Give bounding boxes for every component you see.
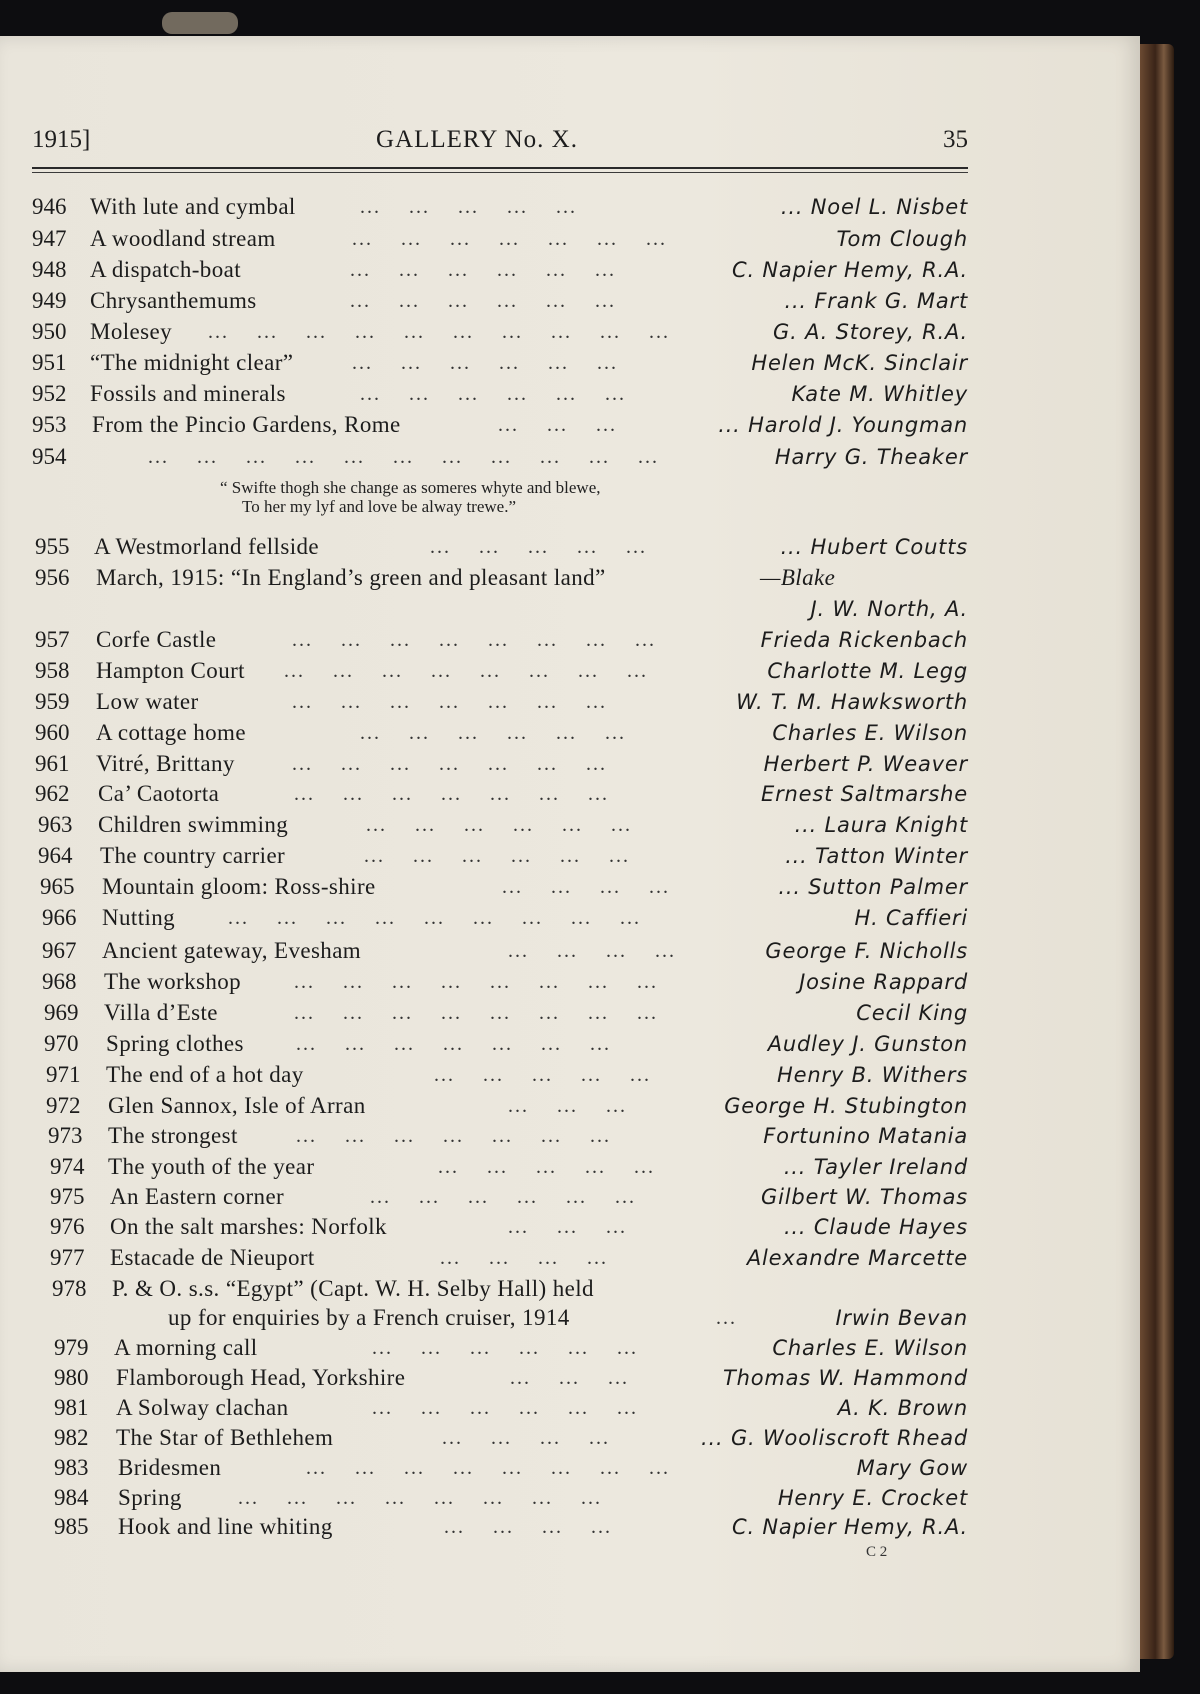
- entry-artist: ... Sutton Palmer: [778, 875, 968, 899]
- entry-artist: ... Harold J. Youngman: [718, 413, 968, 437]
- leader-dots: ... ... ... ... ... ...: [364, 845, 630, 867]
- entry-title: Bridesmen: [118, 1455, 222, 1480]
- entry-artist: Henry E. Crocket: [777, 1486, 968, 1510]
- entry-title: Low water: [96, 689, 199, 714]
- entry-title: The end of a hot day: [106, 1062, 304, 1087]
- entry-artist: W. T. M. Hawksworth: [736, 690, 968, 714]
- catalogue-entry: [32, 1243, 968, 1273]
- entry-artist: Charlotte M. Legg: [767, 659, 968, 683]
- entry-title: Spring: [118, 1485, 182, 1510]
- entry-number: 967: [42, 938, 77, 963]
- entry-title: Chrysanthemums: [90, 288, 257, 313]
- entry-number: 979: [54, 1335, 89, 1360]
- catalogue-entry: [32, 224, 968, 254]
- catalogue-entry: [32, 1274, 968, 1304]
- leader-dots: ... ... ...: [510, 1367, 629, 1389]
- leader-dots: ... ... ... ... ... ... ... ...: [294, 971, 658, 993]
- entry-artist: George H. Stubington: [724, 1094, 968, 1118]
- catalogue-entry: [32, 255, 968, 285]
- entry-title: With lute and cymbal: [90, 194, 296, 219]
- catalogue-entry: [32, 687, 968, 717]
- leader-dots: ... ... ... ... ... ... ... ... ... ...: [208, 321, 670, 343]
- catalogue-entry: [32, 1363, 968, 1393]
- catalogue-entry: [32, 1393, 968, 1423]
- entry-number: 983: [54, 1455, 89, 1480]
- entry-number: 973: [48, 1123, 83, 1148]
- leader-dots: ... ... ... ... ... ... ... ... ... ... ...: [148, 446, 659, 468]
- leader-dots: ... ... ... ... ... ... ... ...: [238, 1487, 602, 1509]
- entry-number: 957: [35, 627, 70, 652]
- entry-artist: Irwin Bevan: [835, 1306, 968, 1330]
- entry-title: Hook and line whiting: [118, 1514, 333, 1539]
- catalogue-entry: [32, 1152, 968, 1182]
- entry-artist: Ernest Saltmarshe: [761, 782, 968, 806]
- entry-number: 980: [54, 1365, 89, 1390]
- catalogue-entry: [32, 936, 968, 966]
- leader-dots: ... ... ... ... ... ...: [370, 1186, 636, 1208]
- entry-title: From the Pincio Gardens, Rome: [92, 412, 401, 437]
- entry-title: The Star of Bethlehem: [116, 1425, 334, 1450]
- entry-number: 953: [32, 412, 67, 437]
- book-spine: [1140, 44, 1174, 1659]
- entry-number: 975: [50, 1184, 85, 1209]
- entry-number: 978: [52, 1276, 87, 1301]
- catalogue-entry: [32, 1483, 968, 1513]
- entry-number: 951: [32, 350, 67, 375]
- entry-number: 952: [32, 381, 67, 406]
- entry-artist: George F. Nicholls: [765, 939, 968, 963]
- leader-dots: ... ... ... ... ... ...: [372, 1397, 638, 1419]
- signature-mark: C 2: [866, 1544, 888, 1560]
- leader-dots: ... ... ... ... ... ...: [372, 1337, 638, 1359]
- catalogue-entry: [32, 1182, 968, 1212]
- entry-artist: A. K. Brown: [837, 1396, 968, 1420]
- entry-number: 958: [35, 658, 70, 683]
- entry-number: 977: [50, 1245, 85, 1270]
- entry-title: Hampton Court: [96, 658, 245, 683]
- leader-dots: ... ... ... ...: [508, 940, 676, 962]
- leader-dots: ... ... ...: [508, 1216, 627, 1238]
- leader-dots: ... ... ... ... ...: [438, 1156, 655, 1178]
- catalogue-entry: [32, 1423, 968, 1453]
- entry-title: A Solway clachan: [116, 1395, 289, 1420]
- entry-artist: Cecil King: [856, 1001, 968, 1025]
- entry-artist: ... Tatton Winter: [785, 844, 968, 868]
- entry-artist: Tom Clough: [836, 227, 968, 251]
- leader-dots: ... ... ... ... ... ... ... ...: [306, 1457, 670, 1479]
- entry-title: On the salt marshes: Norfolk: [110, 1214, 387, 1239]
- catalogue-entry-continued: [32, 1303, 968, 1333]
- entry-artist: Kate M. Whitley: [791, 382, 968, 406]
- header-title: GALLERY No. X.: [376, 126, 578, 153]
- leader-dots: ... ... ... ... ... ... ...: [296, 1033, 611, 1055]
- leader-dots: ... ... ...: [508, 1095, 627, 1117]
- entry-number: 981: [54, 1395, 89, 1420]
- entry-title: Flamborough Head, Yorkshire: [116, 1365, 406, 1390]
- entry-number: 954: [32, 444, 67, 469]
- header-rule: [32, 167, 968, 169]
- entry-artist: C. Napier Hemy, R.A.: [732, 258, 968, 282]
- catalogue-entry: [32, 967, 968, 997]
- entry-artist: ... Noel L. Nisbet: [780, 195, 968, 219]
- catalogue-entry: [32, 379, 968, 409]
- catalogue-entry: [32, 532, 968, 562]
- entry-artist: Harry G. Theaker: [774, 445, 968, 469]
- leader-dots: ... ... ... ... ... ... ... ... ...: [228, 907, 641, 929]
- catalogue-entry: [32, 1512, 968, 1542]
- entry-artist: H. Caffieri: [854, 906, 968, 930]
- leader-dots: ... ... ... ... ... ...: [350, 259, 616, 281]
- entry-number: 961: [35, 751, 70, 776]
- leader-dots: ... ... ... ... ... ... ... ...: [284, 660, 648, 682]
- entry-number: 959: [35, 689, 70, 714]
- page-header: [32, 126, 968, 162]
- leader-dots: ... ... ... ... ...: [360, 196, 577, 218]
- entry-number: 984: [54, 1485, 89, 1510]
- entry-artist: Fortunino Matania: [763, 1124, 968, 1148]
- entry-number: 968: [42, 969, 77, 994]
- header-year: 1915]: [32, 126, 91, 153]
- entry-number: 982: [54, 1425, 89, 1450]
- entry-artist: ... Frank G. Mart: [784, 289, 968, 313]
- entry-number: 970: [44, 1031, 79, 1056]
- leader-dots: ... ... ... ... ... ...: [352, 352, 618, 374]
- entry-artist: ... G. Wooliscroft Rhead: [701, 1426, 968, 1450]
- catalogue-entry: [32, 903, 968, 933]
- catalogue-entry-artist-line: [32, 594, 968, 624]
- leader-dots: ... ... ... ... ... ...: [360, 383, 626, 405]
- entry-artist: Mary Gow: [856, 1456, 968, 1480]
- book-clasp: [162, 12, 238, 34]
- catalogue-entry: [32, 563, 968, 593]
- entry-title: Glen Sannox, Isle of Arran: [108, 1093, 366, 1118]
- entry-attribution: —Blake: [760, 565, 836, 590]
- leader-dots: ... ... ... ... ... ...: [350, 290, 616, 312]
- leader-dots: ... ... ... ...: [502, 876, 670, 898]
- leader-dots: ... ... ... ... ... ... ...: [352, 228, 667, 250]
- verse-line-2: To her my lyf and love be alway trewe.”: [242, 497, 517, 516]
- leader-dots: ... ... ... ... ... ... ...: [296, 1125, 611, 1147]
- catalogue-entry: [32, 442, 968, 472]
- entry-number: 966: [42, 905, 77, 930]
- entry-number: 972: [46, 1093, 81, 1118]
- entry-title: The strongest: [108, 1123, 238, 1148]
- catalogue-entry: [32, 1212, 968, 1242]
- entry-artist: G. A. Storey, R.A.: [773, 320, 968, 344]
- entry-title: P. & O. s.s. “Egypt” (Capt. W. H. Selby Hall) held: [112, 1276, 594, 1301]
- catalogue-entry: [32, 779, 968, 809]
- leader-dots: ... ... ... ... ...: [430, 536, 647, 558]
- catalogue-entry: [32, 841, 968, 871]
- entry-title: A Westmorland fellside: [94, 534, 319, 559]
- catalogue-entry: [32, 192, 968, 222]
- entry-title: A morning call: [114, 1335, 258, 1360]
- entry-number: 960: [35, 720, 70, 745]
- entry-title: Villa d’Este: [104, 1000, 218, 1025]
- catalogue-entry: [32, 1029, 968, 1059]
- entry-artist: Gilbert W. Thomas: [761, 1185, 968, 1209]
- entry-artist: Frieda Rickenbach: [760, 628, 968, 652]
- entry-number: 976: [50, 1214, 85, 1239]
- entry-artist: Henry B. Withers: [777, 1063, 968, 1087]
- entry-artist: Charles E. Wilson: [772, 1336, 968, 1360]
- entry-title: The workshop: [104, 969, 242, 994]
- entry-number: 971: [46, 1062, 81, 1087]
- catalogue-entry: [32, 410, 968, 440]
- entry-artist: C. Napier Hemy, R.A.: [732, 1515, 968, 1539]
- leader-dots: ... ... ... ... ... ... ...: [292, 691, 607, 713]
- entry-number: 965: [40, 874, 75, 899]
- entry-title: A cottage home: [96, 720, 246, 745]
- catalogue-entry: [32, 348, 968, 378]
- entry-artist: ... Claude Hayes: [783, 1215, 968, 1239]
- entry-number: 969: [44, 1000, 79, 1025]
- entry-title: An Eastern corner: [110, 1184, 285, 1209]
- entry-title: March, 1915: “In England’s green and pleasant land”: [96, 565, 606, 590]
- entry-title: Fossils and minerals: [90, 381, 286, 406]
- entry-number: 948: [32, 257, 67, 282]
- entry-artist: J. W. North, A.: [810, 597, 968, 621]
- catalogue-entry: [32, 998, 968, 1028]
- catalogue-entry: [32, 718, 968, 748]
- entry-artist: Charles E. Wilson: [772, 721, 968, 745]
- catalogue-entry: [32, 810, 968, 840]
- entry-artist: ... Tayler Ireland: [783, 1155, 968, 1179]
- leader-dots: ... ... ... ...: [444, 1516, 612, 1538]
- entry-artist: Herbert P. Weaver: [763, 752, 968, 776]
- entry-artist: ... Laura Knight: [794, 813, 968, 837]
- entry-title: Corfe Castle: [96, 627, 217, 652]
- entry-number: 946: [32, 194, 67, 219]
- entry-title: Molesey: [90, 319, 173, 344]
- catalogue-entry: [32, 1060, 968, 1090]
- entry-title: Nutting: [102, 905, 176, 930]
- catalogue-entry: [32, 1333, 968, 1363]
- entry-number: 985: [54, 1514, 89, 1539]
- catalogue-entry: [32, 872, 968, 902]
- entry-number: 962: [35, 781, 70, 806]
- entry-title: The youth of the year: [108, 1154, 315, 1179]
- entry-artist: Thomas W. Hammond: [723, 1366, 968, 1390]
- entry-number: 964: [38, 843, 73, 868]
- leader-dots: ... ... ... ... ...: [434, 1064, 651, 1086]
- entry-title: Mountain gloom: Ross-shire: [102, 874, 376, 899]
- catalogue-entry: [32, 656, 968, 686]
- leader-dots: ... ... ... ... ... ... ... ...: [294, 1002, 658, 1024]
- catalogue-entry: [32, 286, 968, 316]
- entry-artist: ... Hubert Coutts: [780, 535, 968, 559]
- entry-title: Vitré, Brittany: [96, 751, 235, 776]
- entry-number: 947: [32, 226, 67, 251]
- entry-number: 974: [50, 1154, 85, 1179]
- leader-dots: ... ... ... ... ... ...: [360, 722, 626, 744]
- entry-artist: Alexandre Marcette: [746, 1246, 968, 1270]
- entry-title: Children swimming: [98, 812, 289, 837]
- header-page-number: 35: [943, 126, 968, 153]
- catalogue-entry: [32, 1453, 968, 1483]
- catalogue-entry: [32, 1091, 968, 1121]
- entry-number: 956: [35, 565, 70, 590]
- entry-title: Estacade de Nieuport: [110, 1245, 315, 1270]
- entry-artist: Audley J. Gunston: [767, 1032, 968, 1056]
- entry-number: 955: [35, 534, 70, 559]
- entry-number: 963: [38, 812, 73, 837]
- leader-dots: ...: [716, 1307, 737, 1329]
- verse-line-1: “ Swifte thogh she change as someres whyte and blewe,: [220, 478, 601, 497]
- entry-title: A dispatch-boat: [90, 257, 241, 282]
- leader-dots: ... ... ... ... ... ...: [366, 814, 632, 836]
- entry-title: Spring clothes: [106, 1031, 244, 1056]
- entry-title: Ancient gateway, Evesham: [102, 938, 362, 963]
- entry-artist: Helen McK. Sinclair: [751, 351, 968, 375]
- entry-title: A woodland stream: [90, 226, 276, 251]
- catalogue-entry: [32, 625, 968, 655]
- leader-dots: ... ... ... ... ... ... ... ...: [292, 629, 656, 651]
- leader-dots: ... ... ... ... ... ... ...: [292, 753, 607, 775]
- catalogue-entry: [32, 1121, 968, 1151]
- entry-title: The country carrier: [100, 843, 286, 868]
- entry-artist: Josine Rappard: [799, 970, 968, 994]
- entry-title-continued: up for enquiries by a French cruiser, 1914: [168, 1305, 570, 1330]
- leader-dots: ... ... ... ... ... ... ...: [294, 783, 609, 805]
- leader-dots: ... ... ... ...: [440, 1247, 608, 1269]
- catalogue-entry: [32, 749, 968, 779]
- header-rule-thin: [32, 172, 968, 173]
- leader-dots: ... ... ...: [498, 414, 617, 436]
- leader-dots: ... ... ... ...: [442, 1427, 610, 1449]
- entry-number: 949: [32, 288, 67, 313]
- entry-number: 950: [32, 319, 67, 344]
- entry-title: Ca’ Caotorta: [98, 781, 220, 806]
- entry-title: “The midnight clear”: [90, 350, 294, 375]
- catalogue-entry: [32, 317, 968, 347]
